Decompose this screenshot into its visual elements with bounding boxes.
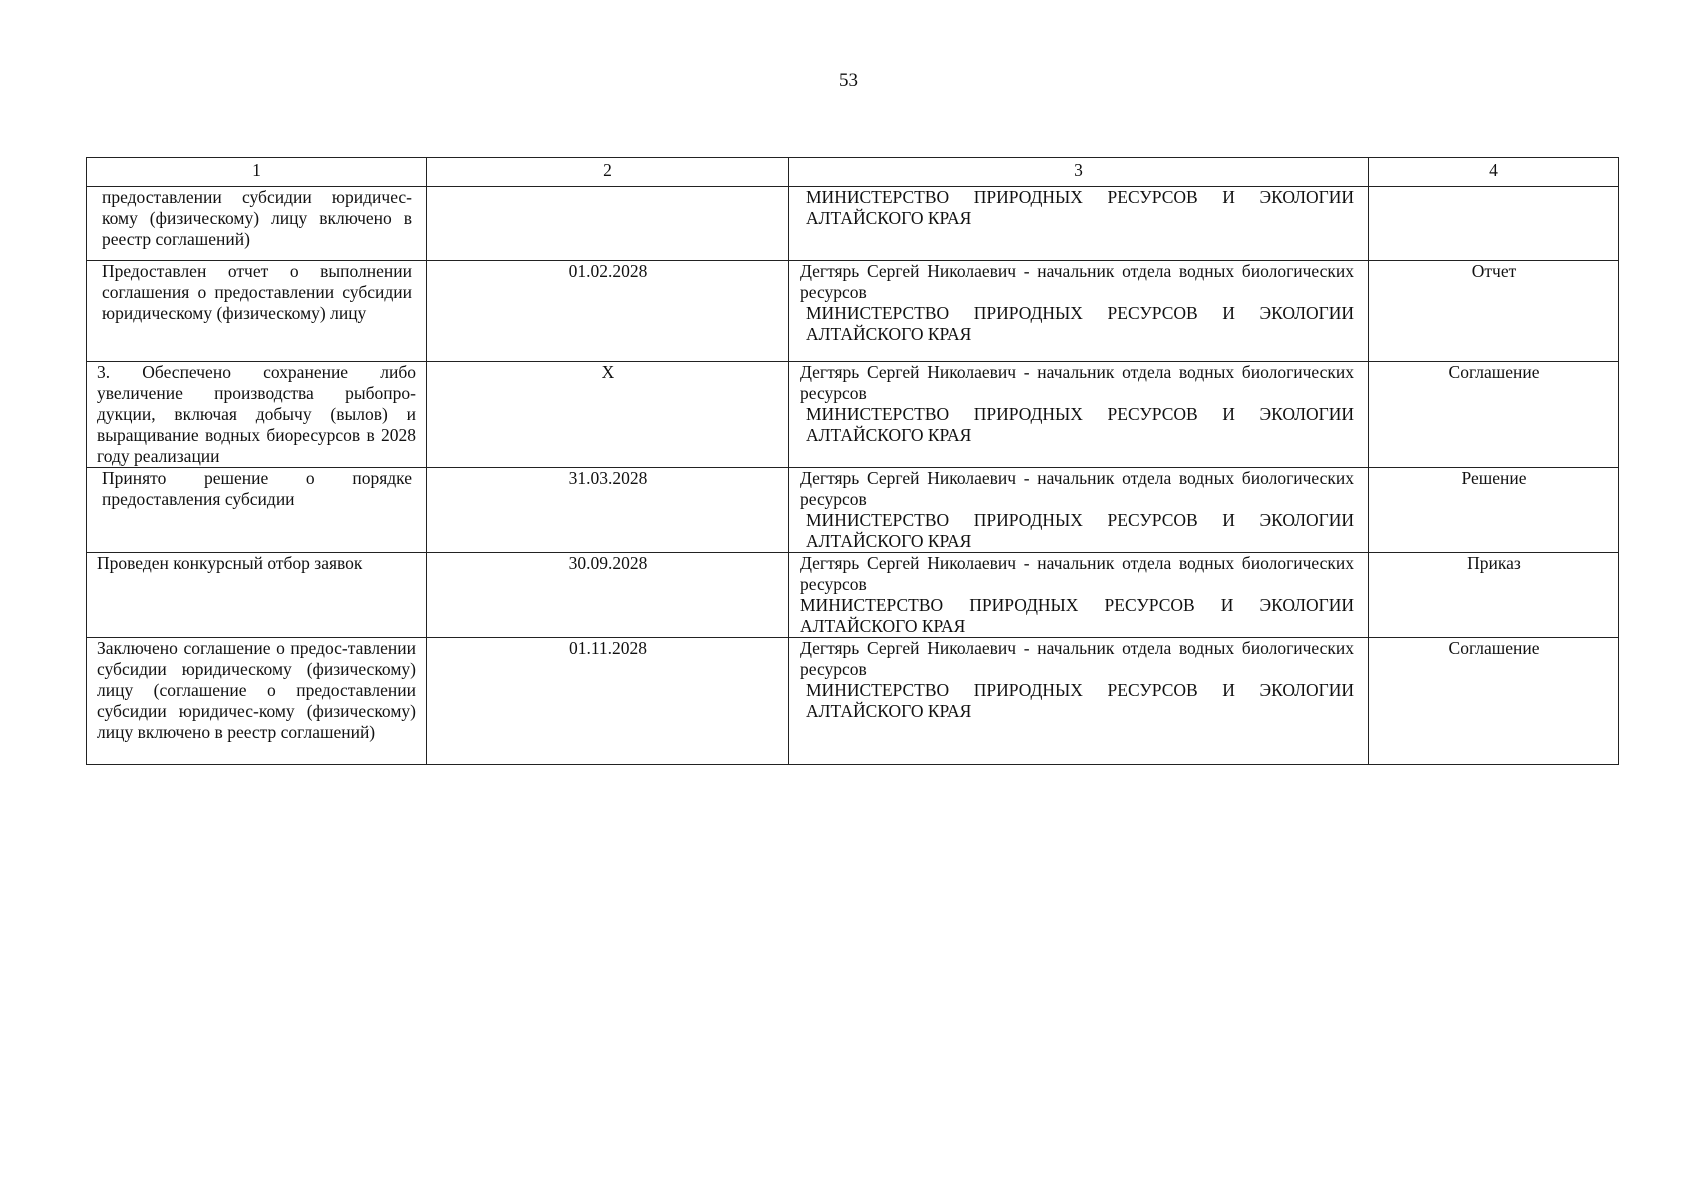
responsible-person: Дегтярь Сергей Николаевич - начальник отдела водных биологических ресурсов bbox=[800, 468, 1354, 509]
document-cell: Соглашение bbox=[1369, 638, 1619, 765]
event-cell: Принято решение о порядке предоставления субсидии bbox=[87, 468, 427, 553]
table-row bbox=[87, 261, 1619, 362]
date-cell: 01.11.2028 bbox=[427, 638, 789, 765]
responsible-cell bbox=[789, 638, 1369, 765]
table-header bbox=[87, 158, 1619, 187]
date-cell bbox=[427, 187, 789, 261]
column-header-1: 1 bbox=[87, 158, 427, 187]
event-cell: предоставлении субсидии юридичес-кому (физическому) лицу включено в реестр соглашений) bbox=[87, 187, 427, 261]
date-cell: 31.03.2028 bbox=[427, 468, 789, 553]
responsible-cell bbox=[789, 261, 1369, 362]
event-cell: Проведен конкурсный отбор заявок bbox=[87, 553, 427, 638]
column-header-2: 2 bbox=[427, 158, 789, 187]
date-cell: X bbox=[427, 362, 789, 468]
document-cell: Отчет bbox=[1369, 261, 1619, 362]
table-body bbox=[87, 187, 1619, 765]
document-cell: Решение bbox=[1369, 468, 1619, 553]
responsible-org: МИНИСТЕРСТВО ПРИРОДНЫХ РЕСУРСОВ И ЭКОЛОГИИ АЛТАЙСКОГО КРАЯ bbox=[806, 680, 1354, 721]
responsible-org: МИНИСТЕРСТВО ПРИРОДНЫХ РЕСУРСОВ И ЭКОЛОГИИ АЛТАЙСКОГО КРАЯ bbox=[800, 595, 1354, 636]
date-cell: 01.02.2028 bbox=[427, 261, 789, 362]
responsible-org: МИНИСТЕРСТВО ПРИРОДНЫХ РЕСУРСОВ И ЭКОЛОГИИ АЛТАЙСКОГО КРАЯ bbox=[806, 187, 1354, 228]
responsible-person: Дегтярь Сергей Николаевич - начальник отдела водных биологических ресурсов bbox=[800, 553, 1354, 594]
date-cell: 30.09.2028 bbox=[427, 553, 789, 638]
responsible-person: Дегтярь Сергей Николаевич - начальник отдела водных биологических ресурсов bbox=[800, 362, 1354, 403]
responsible-org: МИНИСТЕРСТВО ПРИРОДНЫХ РЕСУРСОВ И ЭКОЛОГИИ АЛТАЙСКОГО КРАЯ bbox=[806, 404, 1354, 445]
responsible-cell bbox=[789, 187, 1369, 261]
document-cell bbox=[1369, 187, 1619, 261]
plan-table bbox=[86, 157, 1619, 765]
document-cell: Приказ bbox=[1369, 553, 1619, 638]
responsible-cell bbox=[789, 468, 1369, 553]
responsible-cell bbox=[789, 553, 1369, 638]
responsible-person: Дегтярь Сергей Николаевич - начальник отдела водных биологических ресурсов bbox=[800, 261, 1354, 302]
event-cell: Предоставлен отчет о выполнении соглашения о предоставлении субсидии юридическому (физическому) лицу bbox=[87, 261, 427, 362]
table-row bbox=[87, 468, 1619, 553]
document-cell: Соглашение bbox=[1369, 362, 1619, 468]
column-header-4: 4 bbox=[1369, 158, 1619, 187]
responsible-org: МИНИСТЕРСТВО ПРИРОДНЫХ РЕСУРСОВ И ЭКОЛОГИИ АЛТАЙСКОГО КРАЯ bbox=[806, 303, 1354, 344]
table-row bbox=[87, 553, 1619, 638]
responsible-cell bbox=[789, 362, 1369, 468]
table-row bbox=[87, 638, 1619, 765]
event-cell: Заключено соглашение о предос-тавлении субсидии юридическому (физическому) лицу (соглашение о предоставлении субсидии юридичес-кому (физическому) лицу включено в реестр соглашений) bbox=[87, 638, 427, 765]
responsible-person: Дегтярь Сергей Николаевич - начальник отдела водных биологических ресурсов bbox=[800, 638, 1354, 679]
table-row bbox=[87, 187, 1619, 261]
column-header-3: 3 bbox=[789, 158, 1369, 187]
table-row bbox=[87, 362, 1619, 468]
event-cell: 3. Обеспечено сохранение либо увеличение производства рыбопро-дукции, включая добычу (вылов) и выращивание водных биоресурсов в 2028 году реализации bbox=[87, 362, 427, 468]
page-number: 53 bbox=[839, 70, 858, 91]
header-row bbox=[87, 158, 1619, 187]
responsible-org: МИНИСТЕРСТВО ПРИРОДНЫХ РЕСУРСОВ И ЭКОЛОГИИ АЛТАЙСКОГО КРАЯ bbox=[806, 510, 1354, 551]
